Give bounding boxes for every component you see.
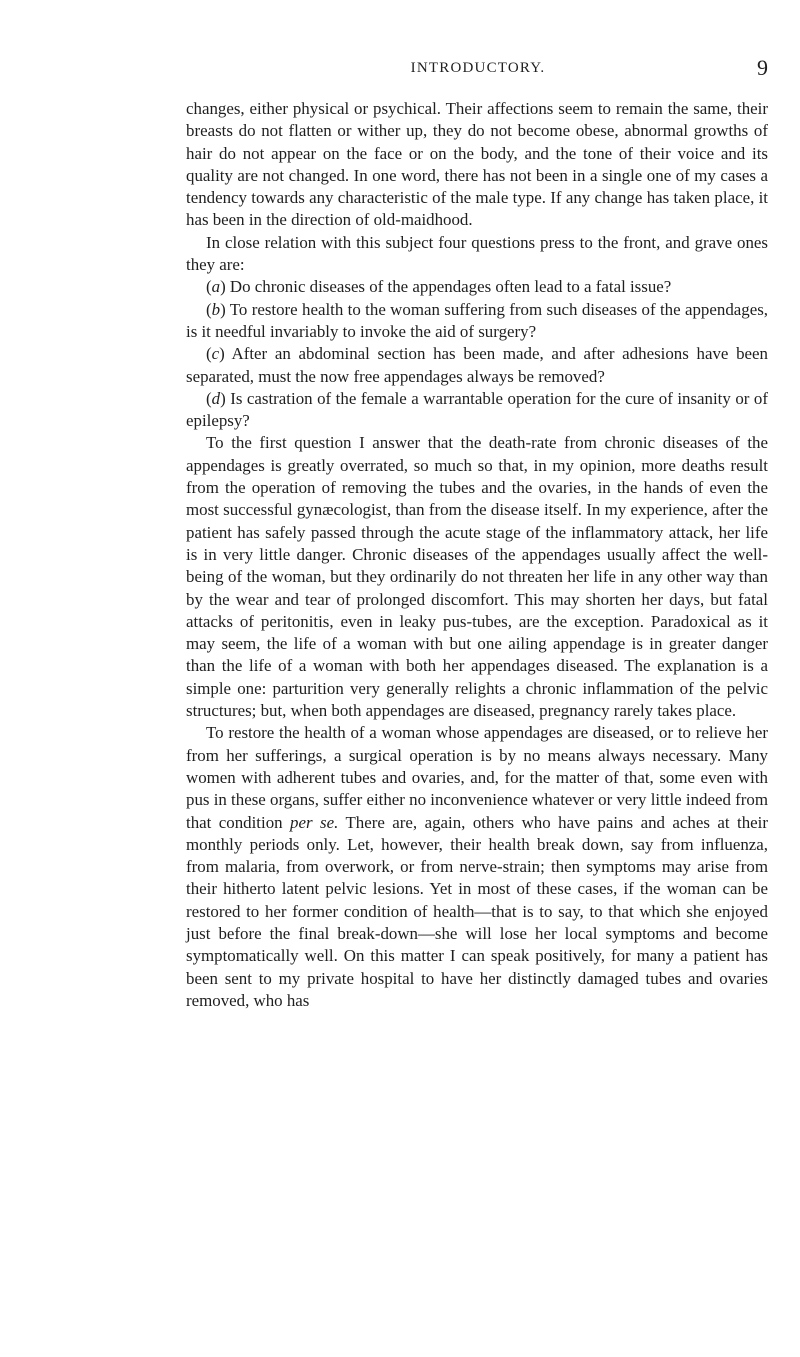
paragraph-continuation: changes, either physical or psychical. Their affections seem to remain the same, their breasts do not flatten or wither up, they do not become obese, abnormal growths of hair do not appear on the face or on the body, and the tone of their voice and its quality are not changed. In one word, there has not been in a single one of my cases a tendency towards any characteristic of the male type. If any change has taken place, it has been in the direction of old-maidhood. [186,99,768,230]
question-b-letter: b [211,299,221,319]
page-number: 9 [757,55,768,80]
question-a: (a) Do chronic diseases of the appendages often lead to a fatal issue? [206,277,672,297]
question-c-text: After an abdominal section has been made, and after adhesions have been separated, must the now free appendages always be removed? [186,344,768,386]
paragraph-answer-second-a: To restore the health of a woman whose appendages are diseased, or to relieve her from her sufferings, a surgical operation is by no means always necessary. Many women with adherent tubes and ovaries, and, for the matter of that, some even with pus in these organs, suffer either no inconvenience whatever or very little indeed from that condition [186,723,768,832]
paragraph-answer-second [186,722,768,1012]
question-a-text: Do chronic diseases of the appendages often lead to a fatal issue? [225,277,672,297]
question-b: (b) To restore health to the woman suffering from such diseases of the appendages, is it needful invariably to invoke the aid of surgery? [186,299,768,341]
paragraph-answer-first: To the first question I answer that the death-rate from chronic diseases of the appendages is greatly overrated, so much so that, in my opinion, more deaths result from the operation of removing the tubes and the ovaries, in the hands of even the most successful gynæcologist, than from the disease itself. In my experience, after the patient has safely passed through the acute stage of the inflammatory attack, her life is in very little danger. Chronic diseases of the appendages usually affect the well-being of the woman, but they ordinarily do not threaten her life in any other way than by the wear and tear of prolonged discomfort. This may shorten her days, but fatal attacks of peritonitis, even in leaky pus-tubes, are the exception. Paradoxical as it may seem, the life of a woman with but one ailing appendage is in greater danger than the life of a woman with both her appendages diseased. The explanation is a simple one: parturition very generally relights a chronic inflammation of the pelvic structures; but, when both appendages are diseased, pregnancy rarely takes place. [186,433,768,721]
question-a-letter: a [211,277,221,297]
body-text [186,98,768,1012]
question-c-letter: c [211,344,220,364]
paragraph-questions-intro: In close relation with this subject four questions press to the front, and grave ones they are: [186,232,768,275]
question-d: (d) Is castration of the female a warrantable operation for the cure of insanity or of epilepsy? [186,388,768,431]
question-d-text: Is castration of the female a warrantable operation for the cure of insanity or of epilepsy? [186,388,768,431]
question-b-text: To restore health to the woman suffering from such diseases of the appendages, is it needful invariably to invoke the aid of surgery? [186,299,768,341]
latin-phrase: per se. [290,812,339,832]
running-title: INTRODUCTORY. [410,60,546,76]
paragraph-answer-second-b: There are, again, others who have pains and aches at their monthly periods only. Let, however, their health break down, say from influenza, from malaria, from overwork, or from nerve-strain; then symptoms may arise from their hitherto latent pelvic lesions. Yet in most of these cases, if the woman can be restored to her former condition of health—that is to say, to that which she enjoyed just before the final break-down—she will lose her local symptoms and become symptomatically well. On this matter I can speak positively, for many a patient has been sent to my private hospital to have her distinctly damaged tubes and ovaries removed, who has [186,812,768,1010]
question-c: (c) After an abdominal section has been made, and after adhesions have been separated, must the now free appendages always be removed? [186,344,768,386]
question-d-letter: d [211,388,221,408]
running-head [188,55,768,82]
